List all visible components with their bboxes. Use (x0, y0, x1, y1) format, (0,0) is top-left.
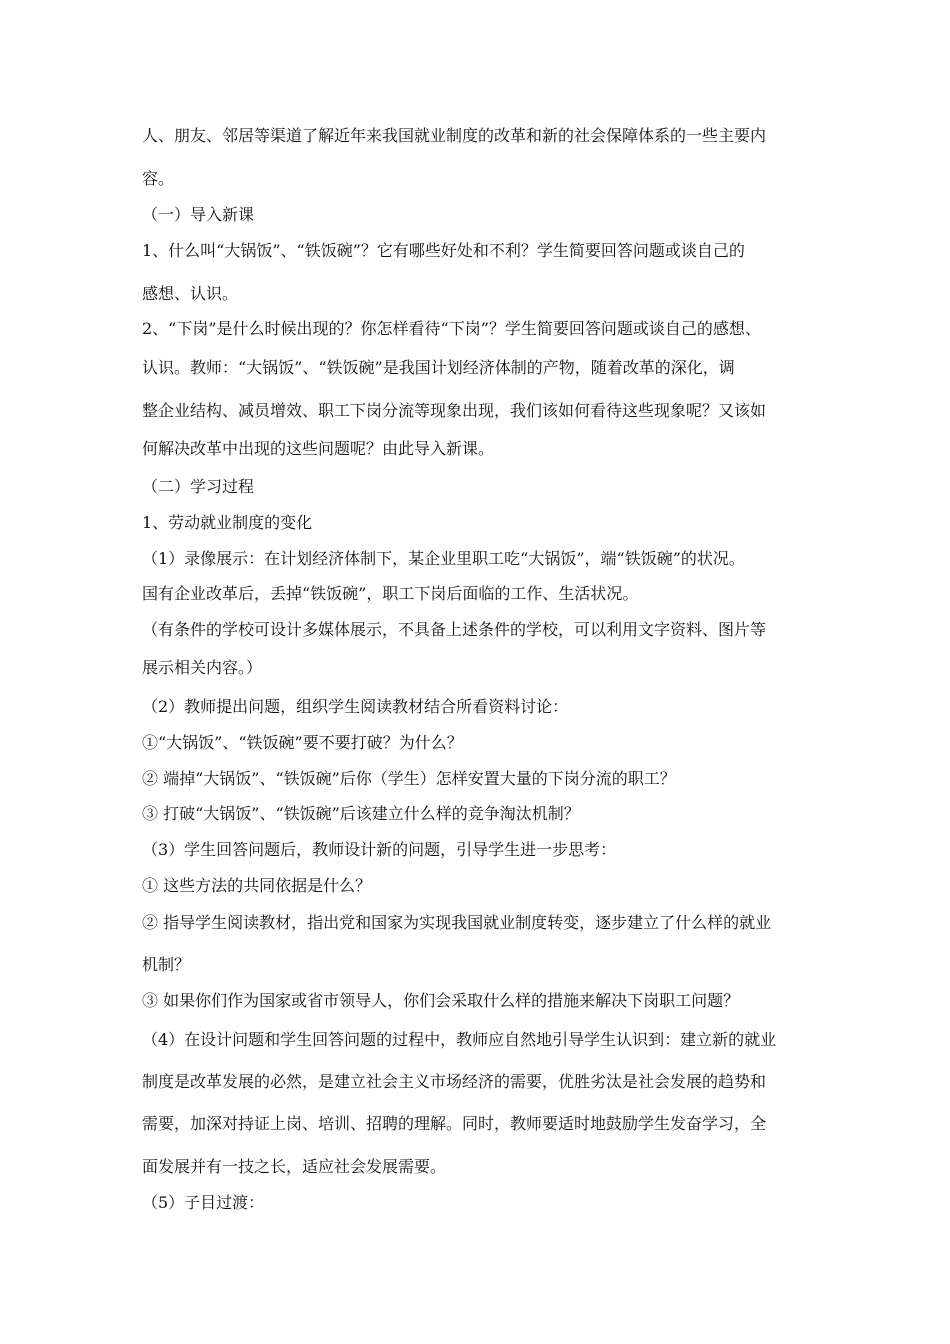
text-line: （2）教师提出问题，组织学生阅读教材结合所看资料讨论： (142, 697, 569, 716)
text-line: 需要，加深对持证上岗、培训、招聘的理解。同时，教师要适时地鼓励学生发奋学习，全 (142, 1114, 767, 1133)
section-heading: （一）导入新课 (142, 205, 255, 224)
list-item: ③ 如果你们作为国家或省市领导人，你们会采取什么样的措施来解决下岗职工问题？ (142, 991, 740, 1010)
text-line: 人、朋友、邻居等渠道了解近年来我国就业制度的改革和新的社会保障体系的一些主要内 (142, 126, 767, 145)
list-item: ③ 打破“大锅饭”、“铁饭碗”后该建立什么样的竞争淘汰机制？ (142, 804, 580, 823)
section-heading: （二）学习过程 (142, 477, 255, 496)
text-line: （1）录像展示：在计划经济体制下，某企业里职工吃“大锅饭”，端“铁饭碗”的状况。 (142, 549, 745, 568)
text-line: 认识。教师：“大锅饭”、“铁饭碗”是我国计划经济体制的产物，随着改革的深化，调 (142, 358, 735, 377)
list-item: ② 端掉“大锅饭”、“铁饭碗”后你（学生）怎样安置大量的下岗分流的职工？ (142, 769, 676, 788)
text-line: 2、“下岗”是什么时候出现的？你怎样看待“下岗”？学生简要回答问题或谈自己的感想、 (142, 319, 761, 338)
list-item: ② 指导学生阅读教材，指出党和国家为实现我国就业制度转变，逐步建立了什么样的就业 (142, 913, 772, 932)
text-line: 1、什么叫“大锅饭”、“铁饭碗”？它有哪些好处和不利？学生简要回答问题或谈自己的 (142, 241, 745, 260)
text-line: （4）在设计问题和学生回答问题的过程中，教师应自然地引导学生认识到：建立新的就业 (142, 1030, 777, 1049)
text-line: （3）学生回答问题后，教师设计新的问题，引导学生进一步思考： (142, 840, 617, 859)
subsection-heading: 1、劳动就业制度的变化 (142, 513, 313, 532)
text-line: 整企业结构、减员增效、职工下岗分流等现象出现，我们该如何看待这些现象呢？又该如 (142, 401, 767, 420)
list-item: ① 这些方法的共同依据是什么？ (142, 876, 372, 895)
text-line: 国有企业改革后，丢掉“铁饭碗”，职工下岗后面临的工作、生活状况。 (142, 584, 639, 603)
text-line: 面发展并有一技之长，适应社会发展需要。 (142, 1157, 447, 1176)
text-line: 制度是改革发展的必然，是建立社会主义市场经济的需要，优胜劣汰是社会发展的趋势和 (142, 1072, 767, 1091)
list-item: ①“大锅饭”、“铁饭碗”要不要打破？为什么？ (142, 733, 463, 752)
text-line: （5）子目过渡： (142, 1193, 265, 1212)
text-line: 感想、认识。 (142, 284, 239, 303)
text-line: 何解决改革中出现的这些问题呢？由此导入新课。 (142, 439, 495, 458)
text-line: 机制？ (142, 955, 191, 974)
text-line: 容。 (142, 169, 175, 188)
text-line: 展示相关内容。） (142, 658, 263, 677)
text-line: （有条件的学校可设计多媒体展示，不具备上述条件的学校，可以利用文字资料、图片等 (142, 620, 767, 639)
